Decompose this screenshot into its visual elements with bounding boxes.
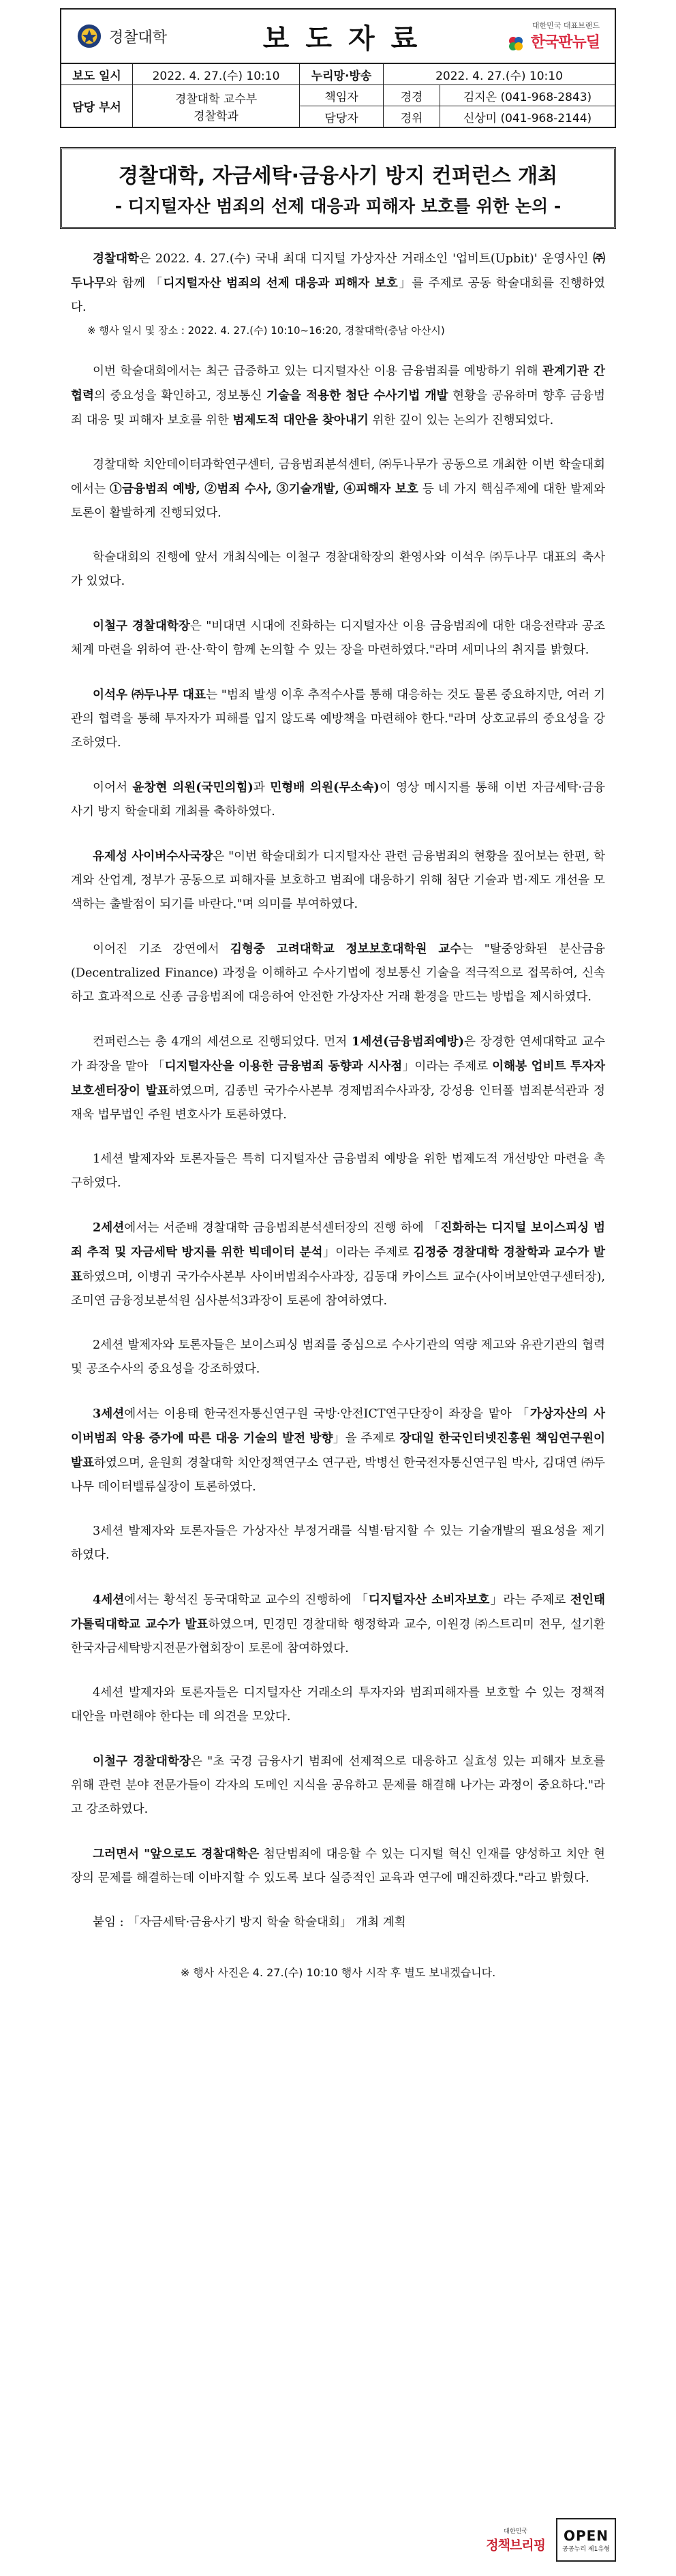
text-bold: 관계기관 간 협력: [71, 364, 605, 403]
new-deal-mark-icon: [507, 35, 525, 52]
header-bar: [60, 8, 616, 63]
text: 컨퍼런스는 총 4개의 세션으로 진행되었다. 먼저: [93, 1035, 352, 1049]
paragraph-6: [71, 683, 605, 755]
text: 은 2022. 4. 27.(수) 국내 최대 디지털 가상자산 거래소인 '업비트(Upbit)' 운영사인: [138, 252, 594, 266]
text-bold: 전인태 가톨릭대학교 교수가 발표: [71, 1593, 605, 1631]
resp-rank: 경경: [384, 85, 440, 106]
brief-big: 정책브리핑: [486, 2538, 545, 2553]
resp-label: 책임자: [300, 85, 384, 106]
text: 」이라는 주제로: [402, 1060, 493, 1073]
text-bold: 디지털자산을 이용한 금융범죄 동향과 시사점: [164, 1059, 403, 1073]
text: 하였으며, 김종빈 국가수사본부 경제범죄수사과장, 강성용 인터폴 범죄분석관과 정재욱 법무법인 주원 변호사가 토론하였다.: [71, 1084, 606, 1122]
online-value: 2022. 4. 27.(수) 10:10: [384, 63, 616, 85]
agency-block: [61, 23, 233, 49]
text: 이어진 기조 강연에서: [93, 942, 230, 956]
open-small: 공공누리 제1유형: [562, 2545, 610, 2553]
text: 경찰대학 치안데이터과학연구센터, 금융범죄분석센터, ㈜두나무가 공동으로 개최한 이번 학술대회에서는: [71, 458, 605, 496]
staff-rank: 경위: [384, 106, 440, 128]
text-bold: 이해봉 업비트 투자자보호센터장이 발표: [71, 1059, 605, 1098]
text: 는 "범죄 발생 이후 추적수사를 통해 대응하는 것도 물론 중요하지만, 여러 기관의 협력을 통해 투자자가 피해를 입지 않도록 예방책을 마련해야 한다."라며 상호교류의 중요성을 강조하였다.: [71, 688, 606, 750]
date-label: 보도 일시: [61, 63, 133, 85]
doc-title: 보도자료: [262, 22, 434, 55]
paragraph-10: [71, 1030, 605, 1127]
text: 하였으며, 이병귀 국가수사본부 사이버범죄수사과장, 김동대 카이스트 교수(사이버보안연구센터장), 조미연 금융정보분석원 심사분석3과장이 토론에 참여하였다.: [71, 1270, 605, 1308]
text-bold: 1세션(금융범죄예방): [352, 1034, 464, 1049]
text-bold: 이석우 ㈜두나무 대표: [93, 688, 206, 702]
text-bold: 기술을 적용한 첨단 수사기법 개발: [266, 388, 448, 403]
text: 이번 학술대회에서는 최근 급증하고 있는 디지털자산 이용 금융범죄를 예방하기 위해: [93, 365, 542, 378]
text-bold: 범제도적 대안을 찾아내기: [232, 413, 369, 427]
paragraph-13: 2세션 발제자와 토론자들은 보이스피싱 범죄를 중심으로 수사기관의 역량 제고와 유관기관의 협력 및 공조수사의 중요성을 강조하였다.: [71, 1338, 605, 1376]
text-bold: ①금융범죄 예방, ②범죄 수사, ③기술개발, ④피해자 보호: [110, 482, 418, 496]
paragraph-14: [71, 1402, 605, 1499]
text: 」이라는 주제로: [322, 1246, 414, 1259]
staff-label: 담당자: [300, 106, 384, 128]
text: 과: [253, 781, 271, 795]
resp-name: 김지온 (041-968-2843): [440, 85, 616, 106]
text: 등 네 가지 핵심주제에 대한 발제와 토론이 활발하게 진행되었다.: [71, 482, 605, 520]
text-bold: "앞으로도 경찰대학은: [144, 1847, 260, 1861]
text-bold: 윤창현 의원(국민의힘): [132, 780, 253, 795]
new-deal-brand: [463, 20, 615, 53]
text-bold: 4세션: [93, 1593, 125, 1607]
paragraph-8: [71, 844, 605, 917]
paragraph-9: [71, 937, 605, 1009]
headline-subtitle: - 디지털자산 범죄의 선제 대응과 피해자 보호를 위한 논의 -: [114, 196, 562, 216]
footer-logos: [486, 2518, 616, 2562]
open-license-badge: [556, 2518, 616, 2562]
text: 에서는 서준배 경찰대학 금융범죄분석센터장의 진행 하에 「: [124, 1221, 441, 1235]
text-bold: 디지털자산 범죄의 선제 대응과 피해자 보호: [163, 276, 398, 290]
paragraph-17: 4세션 발제자와 토론자들은 디지털자산 거래소의 투자자와 범죄피해자를 보호할 수 있는 정책적 대안을 마련해야 한다는 데 의견을 모았다.: [71, 1686, 605, 1723]
text-bold: 김정중 경찰대학 경찰학과 교수가 발표: [71, 1245, 605, 1284]
dept-value: [133, 85, 300, 128]
paragraph-16: [71, 1588, 605, 1661]
paragraph-11: 1세션 발제자와 토론자들은 특히 디지털자산 금융범죄 예방을 위한 법제도적 개선방안 마련을 촉구하였다.: [71, 1152, 605, 1190]
text-bold: ㈜두나무: [71, 251, 605, 290]
text: 은 장경한 연세대학교 교수가 좌장을 맡아 「: [71, 1035, 606, 1073]
text-bold: 그러면서: [93, 1847, 144, 1861]
meta-table: [60, 63, 616, 128]
text: 첨단범죄에 대응할 수 있는 디지털 혁신 인재를 양성하고 치안 현장의 문제를 해결하는데 이바지할 수 있도록 보다 실증적인 교육과 연구에 매진하겠다."라고 밝혔다.: [71, 1847, 605, 1885]
dept-value-line2: 경찰학과: [194, 109, 239, 123]
photo-note: ※ 행사 사진은 4. 27.(수) 10:10 행사 시작 후 별도 보내겠습니다.: [180, 1966, 496, 1979]
date-value: 2022. 4. 27.(수) 10:10: [133, 63, 300, 85]
text-bold: 김형중 고려대학교 정보보호대학원 교수: [230, 942, 462, 956]
staff-name: 신상미 (041-968-2144): [440, 106, 616, 128]
brief-small: 대한민국: [504, 2528, 527, 2535]
text-bold: 디지털자산 소비자보호: [369, 1593, 490, 1607]
event-note: ※ 행사 일시 및 장소 : 2022. 4. 27.(수) 10:10~16:20, 경찰대학(충남 아산시): [87, 324, 445, 337]
text: 은 "초 국경 금융사기 범죄에 선제적으로 대응하고 실효성 있는 피해자 보호를 위해 관련 분야 전문가들이 각자의 도메인 지식을 공유하고 문제를 해결해 나가는 과정이 중요하다."라고 강조하였다.: [71, 1755, 605, 1816]
text-bold: 장대일 한국인터넷진흥원 책임연구원이 발표: [71, 1431, 605, 1470]
online-label: 누리망·방송: [300, 63, 384, 85]
text: 에서는 이용태 한국전자통신연구원 국방·안전ICT연구단장이 좌장을 맡아 「: [124, 1407, 530, 1421]
text-bold: 민형배 의원(무소속): [270, 780, 380, 795]
text: 은 "비대면 시대에 진화하는 디지털자산 이용 금융범죄에 대한 대응전략과 공조체계 마련을 위하여 관·산·학이 함께 논의할 수 있는 장을 마련하였다."라며 세미나의 취지를 밝혔다.: [71, 619, 605, 657]
dept-value-line1: 경찰대학 교수부: [174, 92, 258, 106]
text: 하였으며, 윤원희 경찰대학 치안정책연구소 연구관, 박병선 한국전자통신연구원 박사, 김대연 ㈜두나무 데이터밸류실장이 토론하였다.: [71, 1456, 605, 1494]
text-bold: 경찰대학: [93, 251, 139, 266]
text: 는 "탈중앙화된 분산금융(Decentralized Finance) 과정을 이해하고 수사기법에 정보통신 기술을 적극적으로 접목하여, 신속하고 효과적으로 신종 금융범죄에 대응하여 안전한 가상자산 거래 환경을 만드는 방법을 제시하였다.: [71, 942, 606, 1004]
text-bold: 유제성 사이버수사국장: [93, 849, 213, 863]
paragraph-12: [71, 1216, 605, 1313]
headline-title: 경찰대학, 자금세탁·금융사기 방지 컨퍼런스 개최: [118, 164, 558, 188]
text-bold: 진화하는 디지털 보이스피싱 범죄 추적 및 자금세탁 방지를 위한 빅데이터 분석: [71, 1221, 605, 1259]
paragraph-18: [71, 1749, 605, 1822]
text: 」를 주제로 공동 학술대회를 진행하였다.: [71, 277, 605, 314]
text-bold: 가상자산의 사이버범죄 악용 증가에 따른 대응 기술의 발전 방향: [71, 1407, 605, 1445]
text: 에서는 황석진 동국대학교 교수의 진행하에 「: [124, 1593, 369, 1607]
attachment-line: 붙임 : 「자금세탁·금융사기 방지 학술 학술대회」 개최 계획: [93, 1916, 406, 1929]
brand-name: 한국판뉴딜: [530, 33, 600, 51]
paragraph-19: [71, 1842, 605, 1890]
paragraph-5: [71, 614, 605, 662]
open-big: OPEN: [563, 2527, 609, 2544]
paragraph-2: [71, 359, 605, 433]
text: 」라는 주제로: [489, 1593, 570, 1607]
headline-box: [60, 147, 616, 229]
text: 」을 주제로: [333, 1432, 400, 1445]
text: 의 중요성을 확인하고, 정보통신: [94, 389, 267, 403]
dept-label: 담당 부서: [61, 85, 133, 128]
brand-tagline: 대한민국 대표브랜드: [532, 20, 600, 30]
text-bold: 이철구 경찰대학장: [93, 619, 190, 633]
text: 위한 깊이 있는 논의가 진행되었다.: [368, 414, 554, 427]
text-bold: 이철구 경찰대학장: [93, 1754, 191, 1768]
agency-name: 경찰대학: [109, 29, 168, 46]
text-bold: 2세션: [93, 1221, 125, 1235]
text: 하였으며, 민경민 경찰대학 행정학과 교수, 이원경 ㈜스트리미 전무, 설기환 한국자금세탁방지전문가협회장이 토론에 참여하였다.: [71, 1618, 605, 1655]
paragraph-1: [71, 247, 605, 320]
article-body: [60, 247, 616, 1984]
text: 이어서: [93, 781, 133, 795]
paragraph-15: 3세션 발제자와 토론자들은 가상자산 부정거래를 식별·탐지할 수 있는 기술개발의 필요성을 제기하였다.: [71, 1524, 605, 1562]
police-emblem-icon: [76, 23, 102, 49]
press-release: [60, 8, 616, 1984]
text: 와 함께 「: [106, 277, 164, 290]
text: 이 영상 메시지를 통해 이번 자금세탁·금융사기 방지 학술대회 개최를 축하하였다.: [71, 781, 605, 818]
text: 현황을 공유하며 향후 금융범죄 대응 및 피해자 보호를 위한: [71, 389, 605, 427]
text-bold: 3세션: [93, 1407, 125, 1421]
text: 은 "이번 학술대회가 디지털자산 관련 금융범죄의 현황을 짚어보는 한편, 학계와 산업계, 정부가 공동으로 피해자를 보호하고 범죄에 대응하기 위해 첨단 기술과 법·제도 개선을 모색하는 출발점이 되기를 바란다."며 의미를 부여하였다.: [71, 850, 605, 911]
paragraph-7: [71, 776, 605, 824]
paragraph-4: 학술대회의 진행에 앞서 개최식에는 이철구 경찰대학장의 환영사와 이석우 ㈜두나무 대표의 축사가 있었다.: [71, 551, 605, 588]
policy-briefing-logo: [486, 2526, 545, 2554]
paragraph-3: [71, 453, 605, 525]
